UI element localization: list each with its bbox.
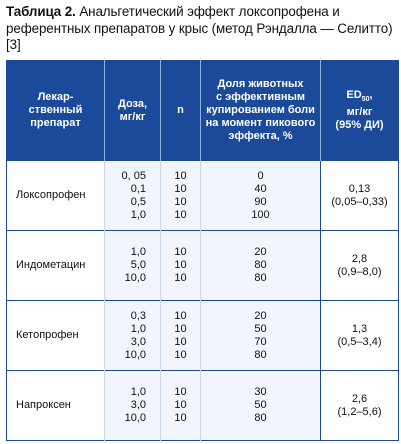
drug-name: Индометацин xyxy=(7,231,105,301)
n-cell: 10 10 10 xyxy=(161,371,201,441)
header-n: n xyxy=(161,61,201,161)
table-caption xyxy=(6,4,398,54)
caption-text: Анальгетический эффект локсопрофена и референтных препаратов у крыс (метод Рэндалла — Селитто) [3] xyxy=(6,4,393,52)
pct-cell: 20 50 70 80 xyxy=(201,301,321,371)
pct-cell: 0 40 90 100 xyxy=(201,161,321,231)
dose-cell: 0,3 1,0 3,0 10,0 xyxy=(105,301,161,371)
dose-cell: 1,0 5,0 10,0 xyxy=(105,231,161,301)
header-row xyxy=(7,61,399,161)
drug-name: Кетопрофен xyxy=(7,301,105,371)
ed50-cell: 1,3 (0,5–3,4) xyxy=(321,301,399,371)
table-row xyxy=(7,301,399,371)
caption-label: Таблица 2. xyxy=(6,4,76,19)
pct-cell: 20 80 80 xyxy=(201,231,321,301)
header-ed50: $ED_{50}$, мг/кг (95% ДИ) xyxy=(321,61,399,161)
table-row xyxy=(7,161,399,231)
table-row xyxy=(7,231,399,301)
ed50-cell: 2,8 (0,9–8,0) xyxy=(321,231,399,301)
dose-cell: 0, 05 0,1 0,5 1,0 xyxy=(105,161,161,231)
drug-name: Напроксен xyxy=(7,371,105,441)
n-cell: 10 10 10 xyxy=(161,231,201,301)
ed50-cell: 0,13 (0,05–0,33) xyxy=(321,161,399,231)
header-pct: Доля животных с эффективным купированием боли на момент пикового эффекта, % xyxy=(201,61,321,161)
header-drug: Лекар- ственный препарат xyxy=(7,61,105,161)
pct-cell: 30 50 80 xyxy=(201,371,321,441)
drug-name: Локсопрофен xyxy=(7,161,105,231)
n-cell: 10 10 10 10 xyxy=(161,161,201,231)
header-dose: Доза, мг/кг xyxy=(105,61,161,161)
n-cell: 10 10 10 10 xyxy=(161,301,201,371)
ed50-cell: 2,6 (1,2–5,6) xyxy=(321,371,399,441)
table-row xyxy=(7,371,399,441)
dose-cell: 1,0 3,0 10,0 xyxy=(105,371,161,441)
data-table xyxy=(6,60,399,441)
